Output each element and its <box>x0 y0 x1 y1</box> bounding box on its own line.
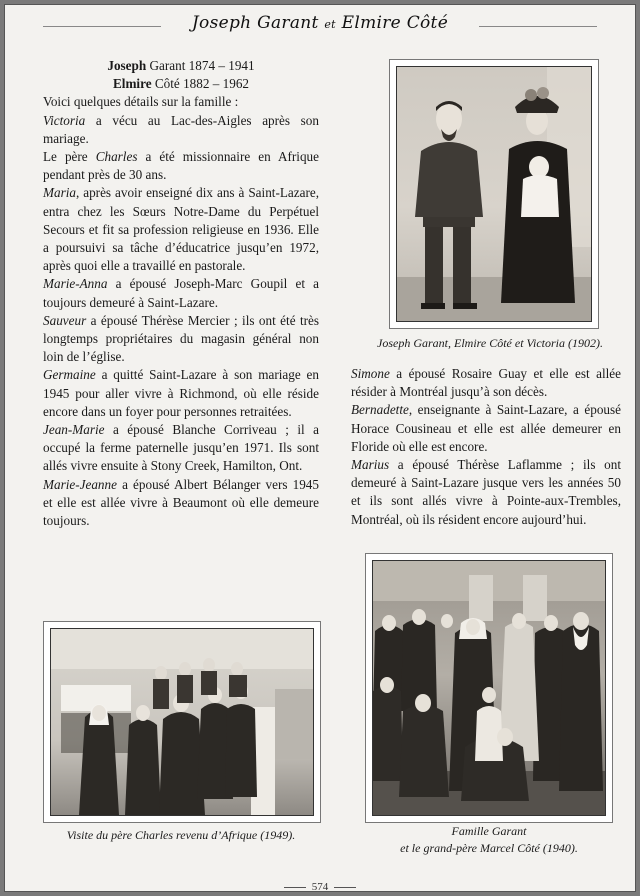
paragraph-marius: Marius a épousé Thérèse Laflamme ; ils ont demeuré à Saint-Lazare jusque vers les années 50 et ils sont allés vivre à Pointe-aux-Trembles, Montréal, où ils résident encore aujourd’hui. <box>351 457 621 527</box>
right-text-column <box>351 365 621 529</box>
intro-line: Voici quelques détails sur la famille : <box>43 94 239 110</box>
header-name-1: Joseph Garant <box>191 13 319 33</box>
footer-dash-left <box>284 887 306 888</box>
joseph-line: Joseph Garant 1874 – 1941 <box>107 58 255 73</box>
paragraph-sauveur: Sauveur a épousé Thérèse Mercier ; ils ont été très longtemps propriétaires du magasin général non loin de l’église. <box>43 312 319 365</box>
paragraph-simone: Simone a épousé Rosaire Guay et elle est allée résider à Montréal jusqu’à son décès. <box>351 366 621 400</box>
paragraph-marie-jeanne: Marie-Jeanne a épousé Albert Bélanger vers 1945 et elle est allée vivre à Beaumont où elle demeure toujours. <box>43 476 319 529</box>
photo-family-image <box>372 560 606 816</box>
page-number: 574 <box>311 881 329 893</box>
photo-couple-image <box>396 66 592 322</box>
paragraph-jean-marie: Jean-Marie a épousé Blanche Corriveau ; il a occupé la ferme paternelle jusqu’en 1971. Ils sont allés vivre ensuite à Stony Creek, Hamilton, Ont. <box>43 422 319 474</box>
caption-photo-family <box>361 823 617 857</box>
left-text-column <box>43 57 319 530</box>
page-header-title <box>155 13 485 33</box>
header-rule-left <box>43 26 161 27</box>
footer-dash-right <box>334 887 356 888</box>
caption-photo-visit: Visite du père Charles revenu d’Afrique (1949). <box>66 828 296 842</box>
header-et: et <box>324 18 336 31</box>
paragraph-victoria: Victoria a vécu au Lac-des-Aigles après son mariage. <box>43 112 319 146</box>
photo-garant-family <box>365 553 613 823</box>
paragraph-marie-anna: Marie-Anna a épousé Joseph-Marc Goupil et a toujours demeuré à Saint-Lazare. <box>43 276 319 310</box>
paragraph-maria: Maria, après avoir enseigné dix ans à Saint-Lazare, entra chez les Sœurs Notre-Dame du Perpétuel Secours et fit sa profession religieuse en 1936. Elle a poursuivi sa tâche d’éducatrice jusqu’en 1972, après quoi elle a travaillé en pastorale. <box>43 185 319 274</box>
caption-photo-couple: Joseph Garant, Elmire Côté et Victoria (1902). <box>377 336 603 350</box>
photo-visit-charles <box>43 621 321 823</box>
page-footer <box>5 881 635 893</box>
photo-visit-image <box>50 628 314 816</box>
photo-couple-portrait <box>389 59 599 329</box>
paragraph-bernadette: Bernadette, enseignante à Saint-Lazare, a épousé Horace Cousineau et elle est allée demeurer en Floride où elle est encore. <box>351 402 621 454</box>
caption-family-line1: Famille Garant <box>451 824 527 838</box>
header-name-2: Elmire Côté <box>341 13 449 33</box>
paragraph-germaine: Germaine a quitté Saint-Lazare à son mariage en 1945 pour aller vivre à Richmond, où elle réside encore dans un foyer pour personnes retraitées. <box>43 367 319 419</box>
elmire-line: Elmire Côté 1882 – 1962 <box>112 76 250 92</box>
caption-family-line2: et le grand-père Marcel Côté (1940). <box>400 841 578 855</box>
book-page <box>4 4 636 892</box>
header-rule-right <box>479 26 597 27</box>
paragraph-charles: Le père Charles a été missionnaire en Afrique pendant près de 30 ans. <box>43 149 319 183</box>
